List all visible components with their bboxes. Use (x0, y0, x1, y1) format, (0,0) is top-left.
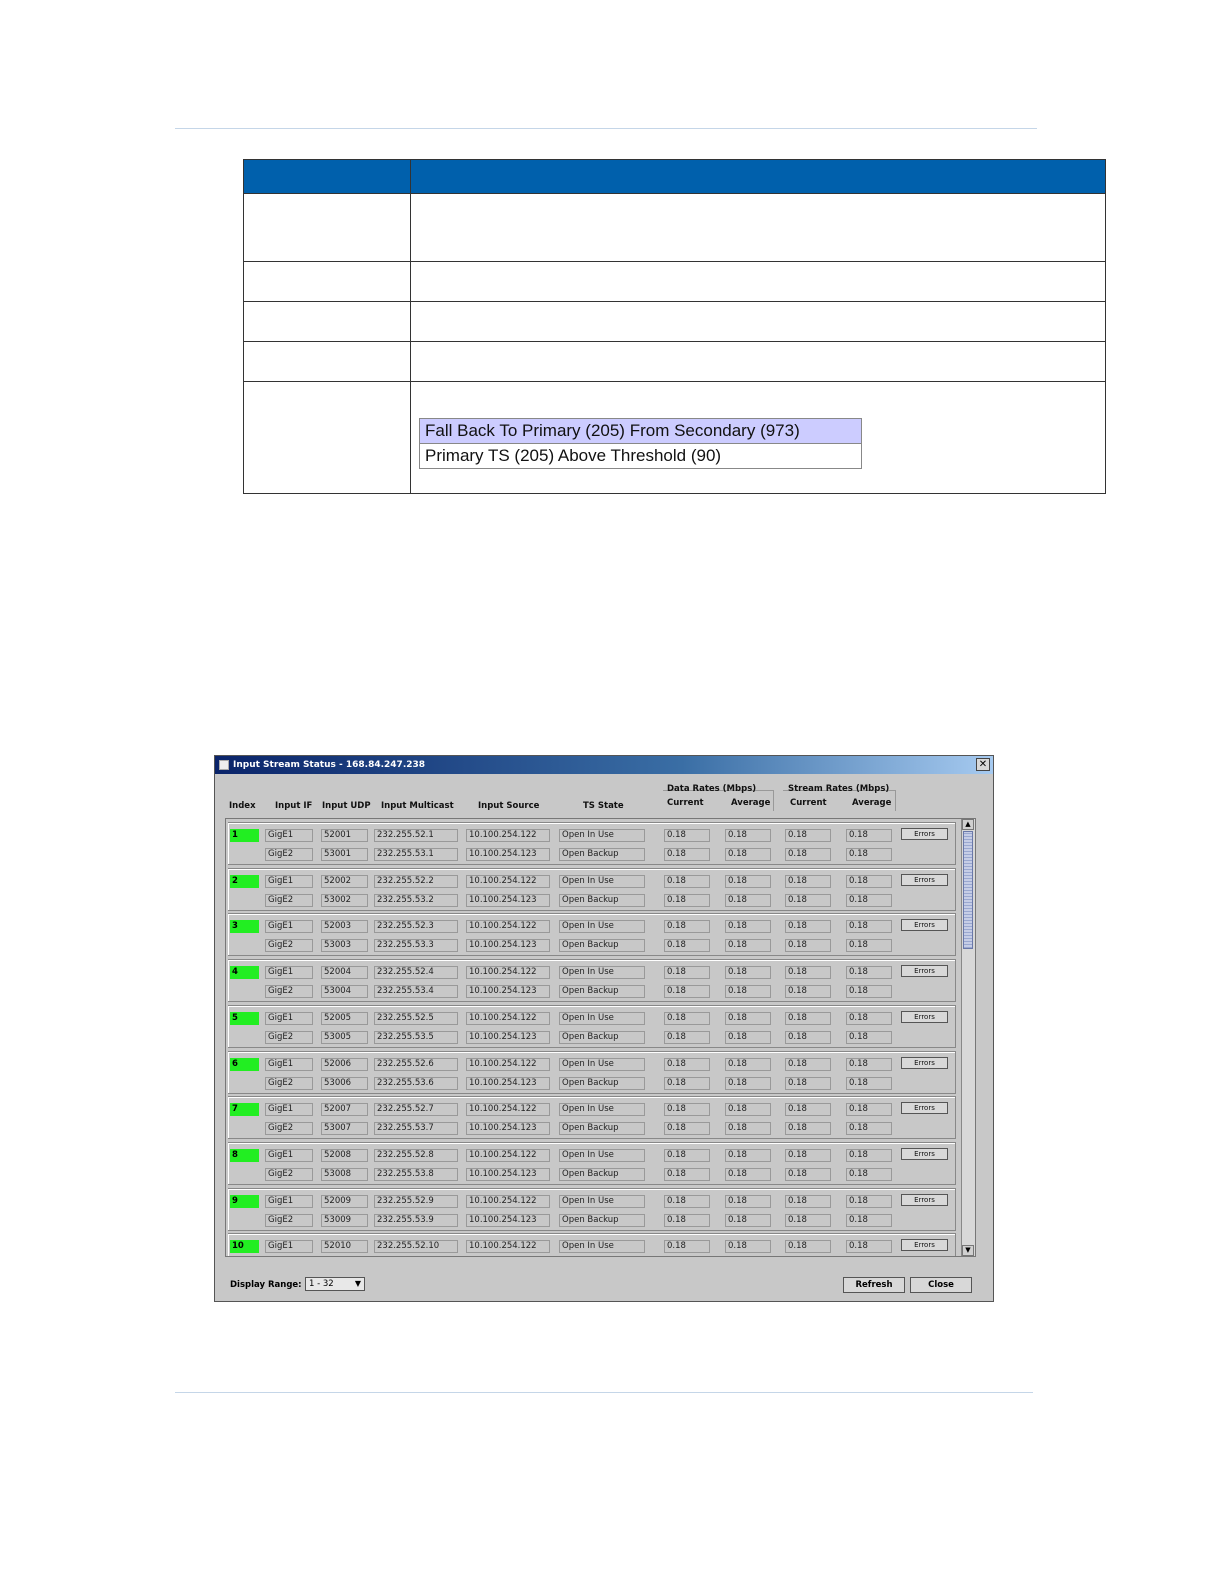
data-average-cell: 0.18 (725, 1103, 771, 1116)
input-source-cell: 10.100.254.122 (466, 1149, 550, 1162)
input-if-cell: GigE1 (265, 1195, 313, 1208)
stream-average-cell: 0.18 (846, 1058, 892, 1071)
input-udp-cell: 52006 (321, 1058, 368, 1071)
input-if-cell: GigE2 (265, 939, 313, 952)
input-multicast-cell: 232.255.53.9 (374, 1214, 458, 1227)
header-stream-current: Current (790, 798, 827, 808)
stream-current-cell: 0.18 (785, 1077, 831, 1090)
errors-button[interactable]: Errors (901, 1194, 948, 1206)
input-if-cell: GigE1 (265, 875, 313, 888)
stream-current-cell: 0.18 (785, 829, 831, 842)
data-average-cell: 0.18 (725, 1195, 771, 1208)
stream-row-group (228, 1142, 956, 1185)
data-average-cell: 0.18 (725, 939, 771, 952)
ts-state-cell: Open In Use (559, 1103, 645, 1116)
data-current-cell: 0.18 (664, 1031, 710, 1044)
data-current-cell: 0.18 (664, 1058, 710, 1071)
input-udp-cell: 53005 (321, 1031, 368, 1044)
header-data-average: Average (731, 798, 771, 808)
input-source-cell: 10.100.254.123 (466, 985, 550, 998)
status-legend (419, 418, 862, 469)
stream-average-cell: 0.18 (846, 985, 892, 998)
ts-state-cell: Open In Use (559, 966, 645, 979)
input-udp-cell: 52003 (321, 920, 368, 933)
scroll-thumb[interactable] (963, 831, 973, 949)
header-input-source: Input Source (478, 801, 540, 811)
data-current-cell: 0.18 (664, 848, 710, 861)
ts-state-cell: Open Backup (559, 939, 645, 952)
data-average-cell: 0.18 (725, 829, 771, 842)
input-source-cell: 10.100.254.122 (466, 1103, 550, 1116)
errors-button[interactable]: Errors (901, 1102, 948, 1114)
ts-state-cell: Open In Use (559, 1012, 645, 1025)
stream-current-cell: 0.18 (785, 1168, 831, 1181)
input-if-cell: GigE1 (265, 920, 313, 933)
doc-table-header (244, 160, 1106, 194)
data-average-cell: 0.18 (725, 1058, 771, 1071)
stream-row-group (228, 868, 956, 911)
data-current-cell: 0.18 (664, 985, 710, 998)
stream-average-cell: 0.18 (846, 1168, 892, 1181)
stream-current-cell: 0.18 (785, 1058, 831, 1071)
input-if-cell: GigE2 (265, 1214, 313, 1227)
stream-row-group (228, 1188, 956, 1231)
input-if-cell: GigE1 (265, 1103, 313, 1116)
header-input-udp: Input UDP (322, 801, 371, 811)
input-udp-cell: 52001 (321, 829, 368, 842)
index-badge: 6 (230, 1058, 259, 1071)
input-udp-cell: 53004 (321, 985, 368, 998)
input-source-cell: 10.100.254.122 (466, 920, 550, 933)
input-multicast-cell: 232.255.52.8 (374, 1149, 458, 1162)
data-current-cell: 0.18 (664, 1240, 710, 1253)
input-multicast-cell: 232.255.53.8 (374, 1168, 458, 1181)
header-rule (175, 128, 1037, 129)
display-range-select[interactable] (305, 1277, 365, 1291)
data-current-cell: 0.18 (664, 875, 710, 888)
stream-average-cell: 0.18 (846, 1031, 892, 1044)
stream-current-cell: 0.18 (785, 1240, 831, 1253)
doc-table-row (244, 262, 1106, 302)
data-average-cell: 0.18 (725, 1077, 771, 1090)
stream-current-cell: 0.18 (785, 939, 831, 952)
stream-row-group (228, 1005, 956, 1048)
input-udp-cell: 52009 (321, 1195, 368, 1208)
input-source-cell: 10.100.254.122 (466, 1240, 550, 1253)
ts-state-cell: Open Backup (559, 985, 645, 998)
input-udp-cell: 52008 (321, 1149, 368, 1162)
stream-average-cell: 0.18 (846, 1077, 892, 1090)
data-current-cell: 0.18 (664, 966, 710, 979)
doc-table-row (244, 382, 1106, 494)
data-average-cell: 0.18 (725, 920, 771, 933)
input-source-cell: 10.100.254.123 (466, 1031, 550, 1044)
input-if-cell: GigE2 (265, 1168, 313, 1181)
data-current-cell: 0.18 (664, 829, 710, 842)
stream-average-cell: 0.18 (846, 1240, 892, 1253)
doc-table-row (244, 342, 1106, 382)
input-if-cell: GigE1 (265, 1149, 313, 1162)
input-multicast-cell: 232.255.53.5 (374, 1031, 458, 1044)
stream-row-group (228, 913, 956, 956)
errors-button[interactable]: Errors (901, 1011, 948, 1023)
input-if-cell: GigE1 (265, 1240, 313, 1253)
stream-average-cell: 0.18 (846, 1214, 892, 1227)
stream-current-cell: 0.18 (785, 920, 831, 933)
data-average-cell: 0.18 (725, 875, 771, 888)
errors-button[interactable]: Errors (901, 828, 948, 840)
data-current-cell: 0.18 (664, 939, 710, 952)
stream-average-cell: 0.18 (846, 1103, 892, 1116)
stream-current-cell: 0.18 (785, 1103, 831, 1116)
header-data-rates: Data Rates (Mbps) (667, 784, 757, 794)
stream-current-cell: 0.18 (785, 1031, 831, 1044)
input-if-cell: GigE2 (265, 894, 313, 907)
input-udp-cell: 52007 (321, 1103, 368, 1116)
input-udp-cell: 53003 (321, 939, 368, 952)
doc-table-row (244, 302, 1106, 342)
input-source-cell: 10.100.254.122 (466, 829, 550, 842)
stream-current-cell: 0.18 (785, 966, 831, 979)
stream-current-cell: 0.18 (785, 894, 831, 907)
stream-current-cell: 0.18 (785, 875, 831, 888)
data-current-cell: 0.18 (664, 1077, 710, 1090)
stream-average-cell: 0.18 (846, 920, 892, 933)
input-multicast-cell: 232.255.52.9 (374, 1195, 458, 1208)
scroll-down-icon[interactable]: ▼ (962, 1245, 974, 1256)
header-stream-rates: Stream Rates (Mbps) (788, 784, 890, 794)
input-udp-cell: 52002 (321, 875, 368, 888)
data-current-cell: 0.18 (664, 1168, 710, 1181)
data-current-cell: 0.18 (664, 1149, 710, 1162)
index-badge: 2 (230, 875, 259, 888)
refresh-button[interactable]: Refresh (843, 1277, 905, 1293)
input-udp-cell: 52010 (321, 1240, 368, 1253)
errors-button[interactable]: Errors (901, 919, 948, 931)
ts-state-cell: Open In Use (559, 875, 645, 888)
scroll-up-icon[interactable]: ▲ (962, 819, 974, 830)
stream-average-cell: 0.18 (846, 1195, 892, 1208)
stream-average-cell: 0.18 (846, 966, 892, 979)
stream-current-cell: 0.18 (785, 848, 831, 861)
input-udp-cell: 53009 (321, 1214, 368, 1227)
input-if-cell: GigE1 (265, 1012, 313, 1025)
stream-current-cell: 0.18 (785, 1214, 831, 1227)
chevron-down-icon: ▼ (354, 1279, 361, 1288)
ts-state-cell: Open Backup (559, 1077, 645, 1090)
input-multicast-cell: 232.255.52.10 (374, 1240, 458, 1253)
input-if-cell: GigE2 (265, 848, 313, 861)
stream-average-cell: 0.18 (846, 875, 892, 888)
legend-row-threshold: Primary TS (205) Above Threshold (90) (420, 444, 861, 468)
input-multicast-cell: 232.255.53.7 (374, 1122, 458, 1135)
input-source-cell: 10.100.254.122 (466, 966, 550, 979)
stream-average-cell: 0.18 (846, 1149, 892, 1162)
input-source-cell: 10.100.254.123 (466, 1077, 550, 1090)
input-source-cell: 10.100.254.123 (466, 1168, 550, 1181)
stream-current-cell: 0.18 (785, 1012, 831, 1025)
window-title: Input Stream Status - 168.84.247.238 (233, 760, 426, 770)
data-average-cell: 0.18 (725, 1012, 771, 1025)
data-average-cell: 0.18 (725, 1149, 771, 1162)
data-current-cell: 0.18 (664, 894, 710, 907)
data-average-cell: 0.18 (725, 894, 771, 907)
legend-row-fallback: Fall Back To Primary (205) From Secondary (973) (420, 419, 861, 444)
input-multicast-cell: 232.255.53.4 (374, 985, 458, 998)
input-source-cell: 10.100.254.123 (466, 1122, 550, 1135)
stream-row-group (228, 1051, 956, 1094)
stream-current-cell: 0.18 (785, 1149, 831, 1162)
index-badge: 1 (230, 829, 259, 842)
index-badge: 9 (230, 1195, 259, 1208)
ts-state-cell: Open Backup (559, 1122, 645, 1135)
stream-average-cell: 0.18 (846, 939, 892, 952)
stream-average-cell: 0.18 (846, 894, 892, 907)
vertical-scrollbar[interactable] (961, 819, 975, 1256)
data-current-cell: 0.18 (664, 920, 710, 933)
ts-state-cell: Open Backup (559, 1214, 645, 1227)
index-badge: 5 (230, 1012, 259, 1025)
input-multicast-cell: 232.255.52.4 (374, 966, 458, 979)
close-icon[interactable]: ✕ (976, 758, 990, 771)
stream-row-group (228, 959, 956, 1002)
input-udp-cell: 53001 (321, 848, 368, 861)
data-average-cell: 0.18 (725, 1214, 771, 1227)
stream-row-group (228, 1233, 956, 1257)
input-udp-cell: 53006 (321, 1077, 368, 1090)
ts-state-cell: Open Backup (559, 1168, 645, 1181)
ts-state-cell: Open In Use (559, 1149, 645, 1162)
input-multicast-cell: 232.255.53.1 (374, 848, 458, 861)
display-range-label: Display Range: (230, 1280, 302, 1290)
input-multicast-cell: 232.255.53.3 (374, 939, 458, 952)
input-source-cell: 10.100.254.122 (466, 1012, 550, 1025)
input-udp-cell: 53008 (321, 1168, 368, 1181)
input-multicast-cell: 232.255.52.3 (374, 920, 458, 933)
errors-button[interactable]: Errors (901, 1057, 948, 1069)
index-badge: 3 (230, 920, 259, 933)
input-udp-cell: 52005 (321, 1012, 368, 1025)
ts-state-cell: Open In Use (559, 1240, 645, 1253)
input-if-cell: GigE1 (265, 966, 313, 979)
input-if-cell: GigE2 (265, 985, 313, 998)
input-source-cell: 10.100.254.123 (466, 1214, 550, 1227)
ts-state-cell: Open In Use (559, 920, 645, 933)
doc-table-row (244, 194, 1106, 262)
stream-current-cell: 0.18 (785, 1122, 831, 1135)
input-multicast-cell: 232.255.52.7 (374, 1103, 458, 1116)
stream-current-cell: 0.18 (785, 985, 831, 998)
input-udp-cell: 53007 (321, 1122, 368, 1135)
input-stream-status-window (214, 755, 994, 1302)
java-app-icon (219, 760, 229, 770)
data-average-cell: 0.18 (725, 985, 771, 998)
errors-button[interactable]: Errors (901, 965, 948, 977)
ts-state-cell: Open In Use (559, 1195, 645, 1208)
index-badge: 10 (230, 1240, 259, 1253)
data-current-cell: 0.18 (664, 1103, 710, 1116)
header-ts-state: TS State (583, 801, 624, 811)
input-source-cell: 10.100.254.122 (466, 875, 550, 888)
header-stream-average: Average (852, 798, 892, 808)
input-source-cell: 10.100.254.123 (466, 848, 550, 861)
data-average-cell: 0.18 (725, 1168, 771, 1181)
data-current-cell: 0.18 (664, 1214, 710, 1227)
errors-button[interactable]: Errors (901, 874, 948, 886)
input-multicast-cell: 232.255.52.5 (374, 1012, 458, 1025)
stream-average-cell: 0.18 (846, 848, 892, 861)
input-source-cell: 10.100.254.123 (466, 894, 550, 907)
input-if-cell: GigE1 (265, 1058, 313, 1071)
ts-state-cell: Open In Use (559, 1058, 645, 1071)
header-index: Index (229, 801, 256, 811)
index-badge: 8 (230, 1149, 259, 1162)
stream-average-cell: 0.18 (846, 1012, 892, 1025)
errors-button[interactable]: Errors (901, 1148, 948, 1160)
display-range-value: 1 - 32 (309, 1279, 334, 1289)
input-source-cell: 10.100.254.122 (466, 1195, 550, 1208)
stream-average-cell: 0.18 (846, 1122, 892, 1135)
input-if-cell: GigE2 (265, 1031, 313, 1044)
ts-state-cell: Open Backup (559, 1031, 645, 1044)
data-average-cell: 0.18 (725, 966, 771, 979)
input-udp-cell: 53002 (321, 894, 368, 907)
data-average-cell: 0.18 (725, 1031, 771, 1044)
footer-rule (175, 1392, 1033, 1393)
input-if-cell: GigE1 (265, 829, 313, 842)
input-multicast-cell: 232.255.53.6 (374, 1077, 458, 1090)
input-if-cell: GigE2 (265, 1122, 313, 1135)
stream-list[interactable] (225, 818, 976, 1257)
title-bar (215, 756, 993, 774)
stream-average-cell: 0.18 (846, 829, 892, 842)
input-source-cell: 10.100.254.122 (466, 1058, 550, 1071)
input-multicast-cell: 232.255.52.6 (374, 1058, 458, 1071)
header-data-current: Current (667, 798, 704, 808)
input-udp-cell: 52004 (321, 966, 368, 979)
data-current-cell: 0.18 (664, 1122, 710, 1135)
stream-current-cell: 0.18 (785, 1195, 831, 1208)
errors-button[interactable]: Errors (901, 1239, 948, 1251)
index-badge: 4 (230, 966, 259, 979)
stream-row-group (228, 822, 956, 865)
data-current-cell: 0.18 (664, 1195, 710, 1208)
header-input-multicast: Input Multicast (381, 801, 454, 811)
data-average-cell: 0.18 (725, 1122, 771, 1135)
input-multicast-cell: 232.255.52.1 (374, 829, 458, 842)
ts-state-cell: Open Backup (559, 848, 645, 861)
stream-row-group (228, 1096, 956, 1139)
close-button[interactable]: Close (910, 1277, 972, 1293)
header-input-if: Input IF (275, 801, 313, 811)
data-average-cell: 0.18 (725, 848, 771, 861)
input-source-cell: 10.100.254.123 (466, 939, 550, 952)
ts-state-cell: Open In Use (559, 829, 645, 842)
input-multicast-cell: 232.255.52.2 (374, 875, 458, 888)
input-multicast-cell: 232.255.53.2 (374, 894, 458, 907)
data-current-cell: 0.18 (664, 1012, 710, 1025)
index-badge: 7 (230, 1103, 259, 1116)
data-average-cell: 0.18 (725, 1240, 771, 1253)
ts-state-cell: Open Backup (559, 894, 645, 907)
input-if-cell: GigE2 (265, 1077, 313, 1090)
doc-table (243, 159, 1106, 494)
